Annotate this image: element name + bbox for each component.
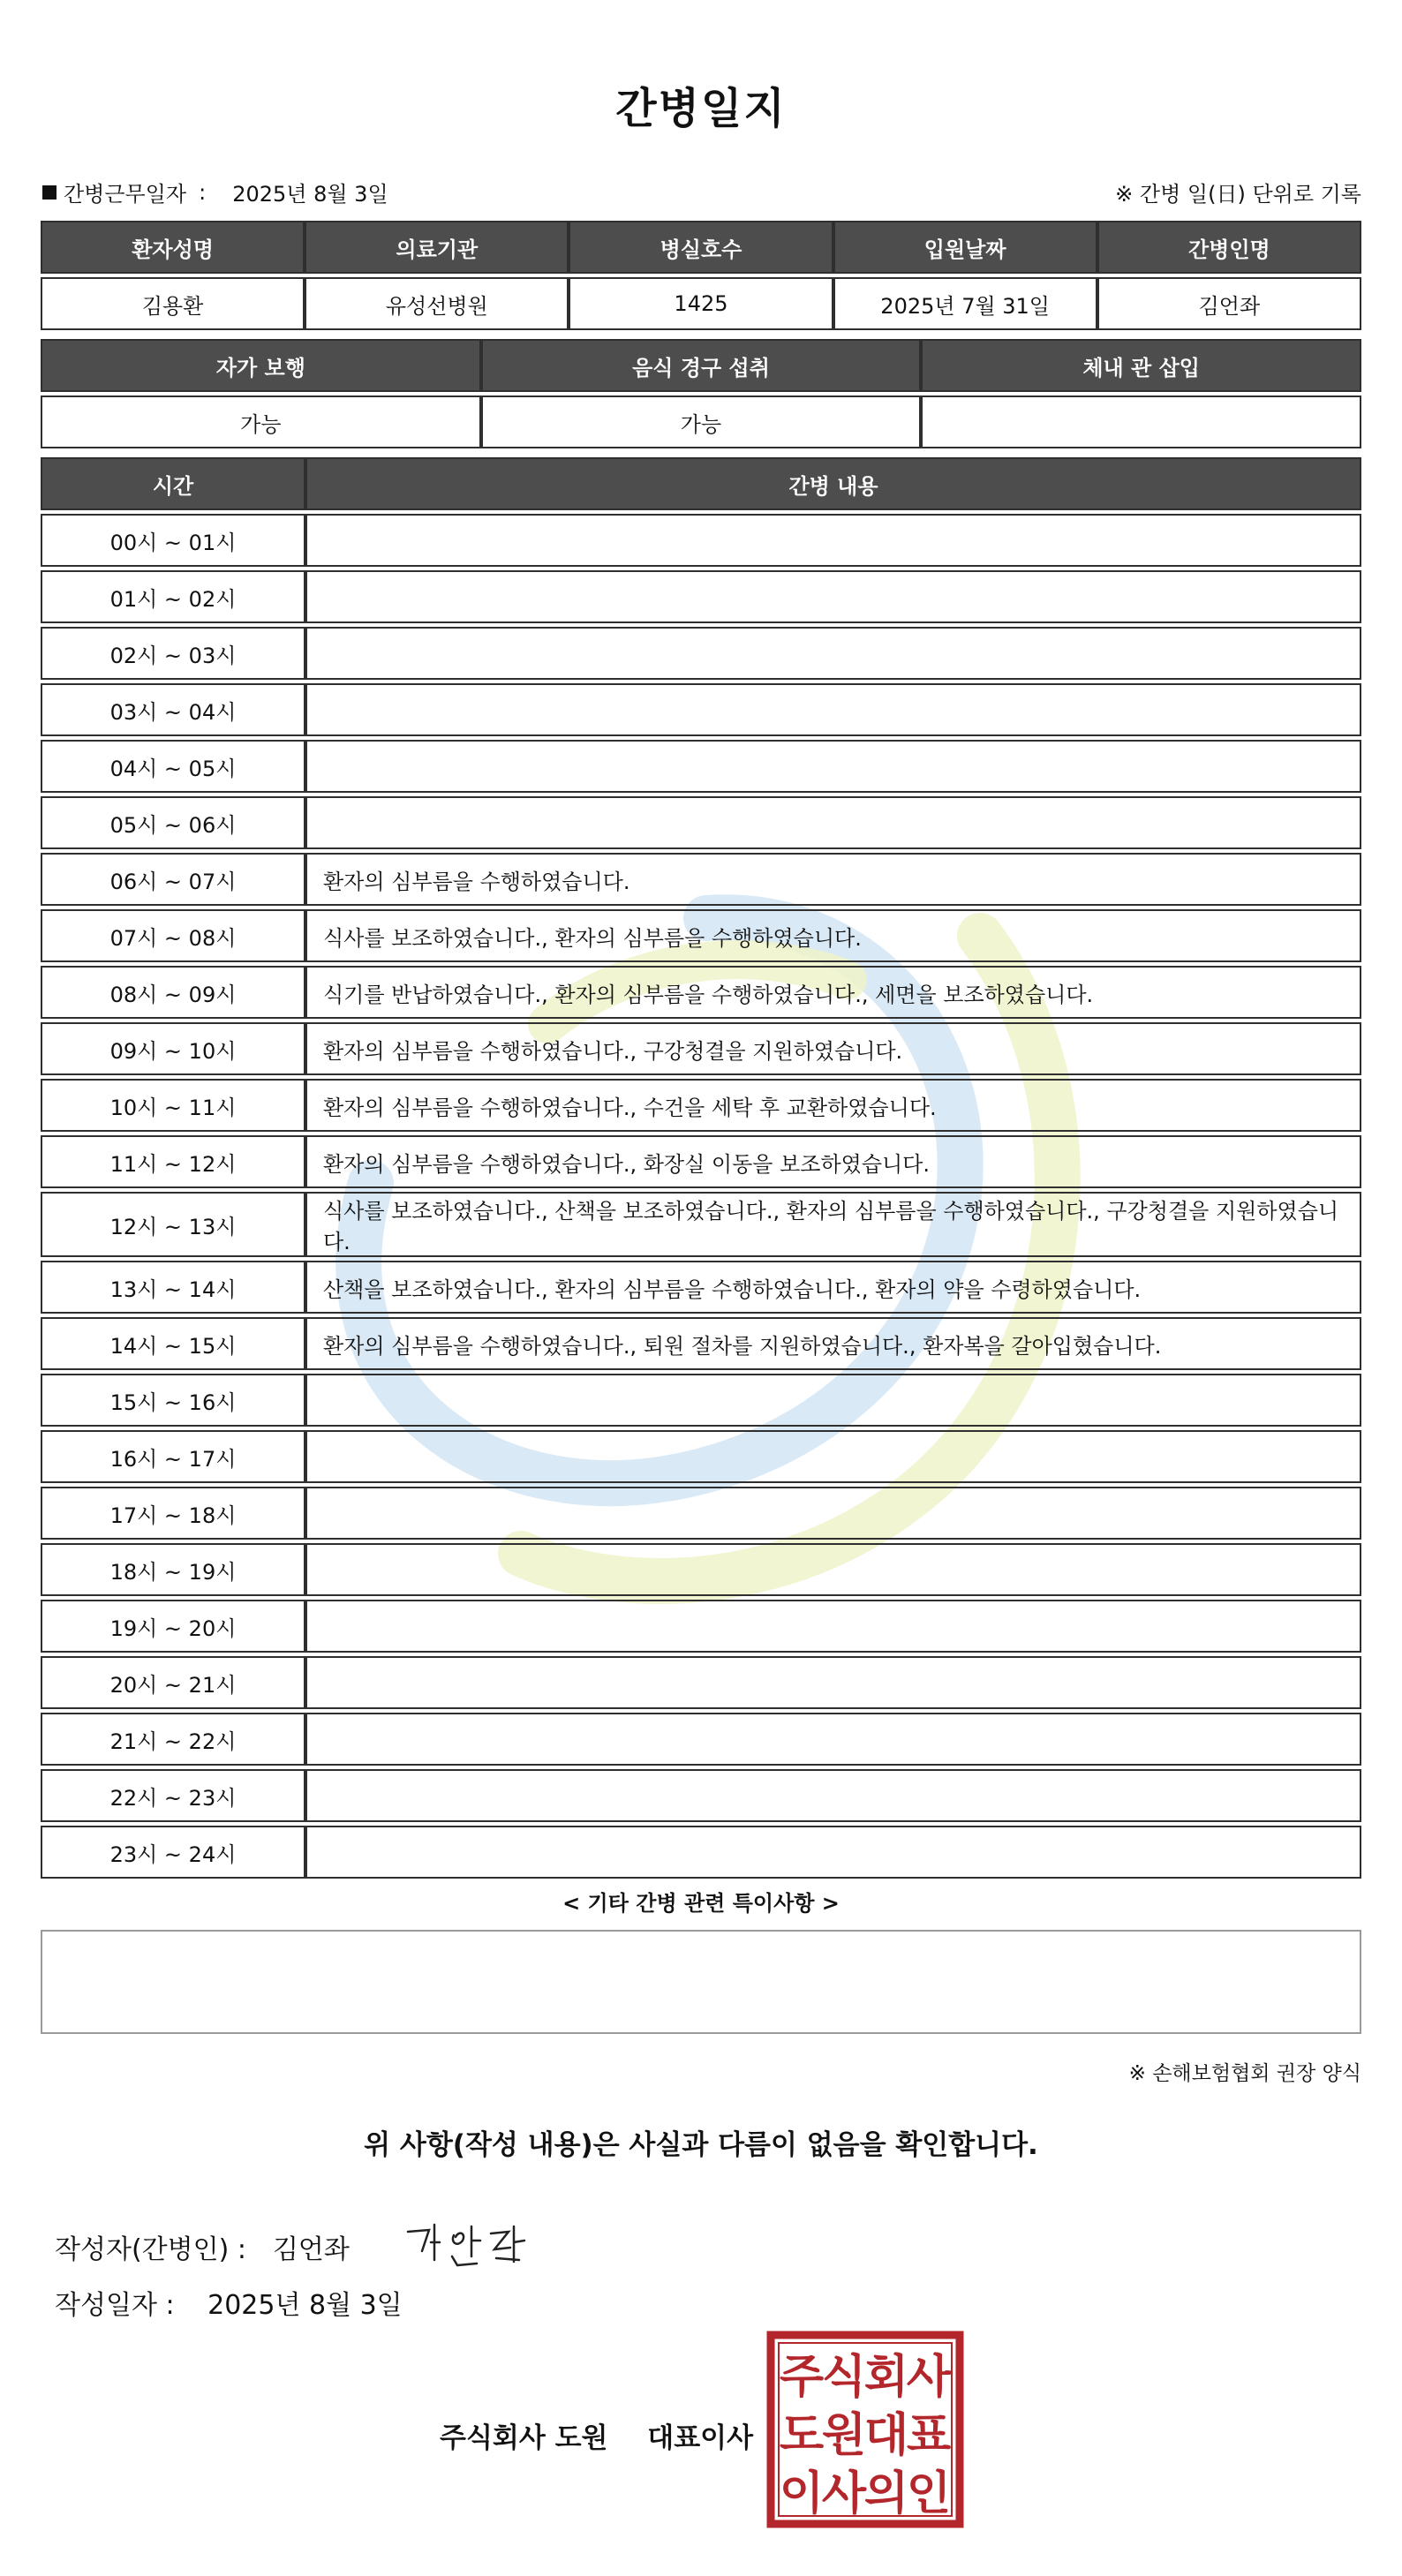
schedule-time: 03시 ~ 04시 <box>41 683 305 736</box>
schedule-time: 20시 ~ 21시 <box>41 1656 305 1709</box>
schedule-header-row <box>41 457 1361 510</box>
written-date-label: 작성일자 : <box>55 2290 175 2321</box>
header-time: 시간 <box>41 457 305 510</box>
schedule-time: 16시 ~ 17시 <box>41 1430 305 1483</box>
schedule-row <box>41 1192 1361 1257</box>
company-name: 주식회사 도원 <box>440 2422 608 2454</box>
patient-status-table <box>41 335 1361 452</box>
written-date-line <box>55 2283 403 2322</box>
status-header-row <box>41 339 1361 392</box>
schedule-content <box>305 627 1361 680</box>
work-date-label: 간병근무일자 <box>64 182 187 207</box>
seal-character: 이 <box>779 2467 825 2520</box>
schedule-time: 11시 ~ 12시 <box>41 1135 305 1188</box>
schedule-time: 18시 ~ 19시 <box>41 1543 305 1596</box>
schedule-time: 06시 ~ 07시 <box>41 853 305 906</box>
document-title: 간병일지 <box>615 84 787 133</box>
schedule-time: 13시 ~ 14시 <box>41 1261 305 1314</box>
schedule-content <box>305 1600 1361 1653</box>
schedule-time: 19시 ~ 20시 <box>41 1600 305 1653</box>
schedule-time: 22시 ~ 23시 <box>41 1769 305 1822</box>
work-date-value: 2025년 8월 3일 <box>232 182 388 207</box>
schedule-content: 환자의 심부름을 수행하였습니다., 화장실 이동을 보조하였습니다. <box>305 1135 1361 1188</box>
schedule-row <box>41 740 1361 793</box>
remarks-title: < 기타 간병 관련 특이사항 > <box>562 1891 840 1916</box>
schedule-row <box>41 1135 1361 1188</box>
schedule-row <box>41 1430 1361 1483</box>
schedule-content <box>305 514 1361 567</box>
schedule-row <box>41 1487 1361 1540</box>
work-date-separator: : <box>199 179 207 205</box>
header-self-walking: 자가 보행 <box>41 339 481 392</box>
seal-character: 인 <box>906 2467 952 2520</box>
writer-name: 김언좌 <box>272 2234 350 2265</box>
header-hospital: 의료기관 <box>305 221 569 274</box>
tube-insertion-value <box>921 395 1361 448</box>
schedule-content <box>305 1656 1361 1709</box>
schedule-time: 23시 ~ 24시 <box>41 1826 305 1879</box>
seal-character: 대 <box>863 2409 909 2462</box>
schedule-content <box>305 1769 1361 1822</box>
caregiver-name: 김언좌 <box>1097 277 1361 330</box>
company-seal-stamp <box>766 2331 964 2528</box>
care-schedule-table <box>41 454 1361 1882</box>
schedule-content: 식기를 반납하였습니다., 환자의 심부름을 수행하였습니다., 세면을 보조하였습니다. <box>305 966 1361 1019</box>
schedule-time: 02시 ~ 03시 <box>41 627 305 680</box>
schedule-row <box>41 909 1361 962</box>
schedule-content: 환자의 심부름을 수행하였습니다., 퇴원 절차를 지원하였습니다., 환자복을 갈아입혔습니다. <box>305 1317 1361 1370</box>
seal-character: 원 <box>821 2409 867 2462</box>
writer-label: 작성자(간병인) : <box>55 2234 246 2265</box>
schedule-time: 04시 ~ 05시 <box>41 740 305 793</box>
patient-header-row <box>41 221 1361 274</box>
schedule-content <box>305 740 1361 793</box>
schedule-time: 08시 ~ 09시 <box>41 966 305 1019</box>
schedule-row <box>41 853 1361 906</box>
header-care-content: 간병 내용 <box>305 457 1361 510</box>
written-date-value: 2025년 8월 3일 <box>207 2290 403 2321</box>
schedule-content <box>305 683 1361 736</box>
header-oral-intake: 음식 경구 섭취 <box>481 339 922 392</box>
header-admission-date: 입원날짜 <box>833 221 1097 274</box>
seal-character: 사 <box>821 2467 867 2520</box>
schedule-row <box>41 570 1361 623</box>
schedule-content <box>305 1430 1361 1483</box>
hospital-name: 유성선병원 <box>305 277 569 330</box>
schedule-row <box>41 1600 1361 1653</box>
schedule-row <box>41 1543 1361 1596</box>
header-tube-insertion: 체내 관 삽입 <box>921 339 1361 392</box>
schedule-content <box>305 796 1361 849</box>
schedule-row <box>41 1826 1361 1879</box>
schedule-content <box>305 1374 1361 1427</box>
schedule-time: 17시 ~ 18시 <box>41 1487 305 1540</box>
schedule-row <box>41 1317 1361 1370</box>
oral-intake-value: 가능 <box>481 395 922 448</box>
patient-name: 김용환 <box>41 277 305 330</box>
schedule-content <box>305 1487 1361 1540</box>
company-line <box>440 2415 753 2455</box>
work-date <box>42 177 388 207</box>
schedule-time: 05시 ~ 06시 <box>41 796 305 849</box>
schedule-time: 15시 ~ 16시 <box>41 1374 305 1427</box>
schedule-content: 산책을 보조하였습니다., 환자의 심부름을 수행하였습니다., 환자의 약을 수령하였습니다. <box>305 1261 1361 1314</box>
schedule-time: 09시 ~ 10시 <box>41 1022 305 1075</box>
schedule-content <box>305 570 1361 623</box>
seal-character: 도 <box>779 2409 825 2462</box>
form-source-note: ※ 손해보험협회 권장 양식 <box>1128 2062 1361 2085</box>
schedule-content: 식사를 보조하였습니다., 환자의 심부름을 수행하였습니다. <box>305 909 1361 962</box>
seal-character: 표 <box>906 2409 952 2462</box>
patient-value-row <box>41 277 1361 330</box>
header-patient-name: 환자성명 <box>41 221 305 274</box>
schedule-time: 14시 ~ 15시 <box>41 1317 305 1370</box>
seal-character: 식 <box>821 2351 867 2404</box>
status-value-row <box>41 395 1361 448</box>
schedule-row <box>41 1261 1361 1314</box>
seal-character: 주 <box>779 2351 825 2404</box>
schedule-row <box>41 1713 1361 1766</box>
schedule-content: 환자의 심부름을 수행하였습니다., 구강청결을 지원하였습니다. <box>305 1022 1361 1075</box>
representative-title: 대표이사 <box>647 2422 754 2454</box>
admission-date: 2025년 7월 31일 <box>833 277 1097 330</box>
confirmation-statement: 위 사항(작성 내용)은 사실과 다름이 없음을 확인합니다. <box>364 2129 1038 2161</box>
schedule-content: 환자의 심부름을 수행하였습니다., 수건을 세탁 후 교환하였습니다. <box>305 1079 1361 1132</box>
schedule-time: 07시 ~ 08시 <box>41 909 305 962</box>
schedule-row <box>41 1374 1361 1427</box>
header-caregiver-name: 간병인명 <box>1097 221 1361 274</box>
schedule-row <box>41 514 1361 567</box>
schedule-row <box>41 966 1361 1019</box>
patient-info-table <box>41 217 1361 334</box>
schedule-content <box>305 1543 1361 1596</box>
schedule-row <box>41 683 1361 736</box>
remarks-box <box>41 1930 1361 2034</box>
schedule-content <box>305 1826 1361 1879</box>
schedule-row <box>41 1769 1361 1822</box>
schedule-row <box>41 1656 1361 1709</box>
room-number: 1425 <box>569 277 833 330</box>
seal-character: 사 <box>906 2351 952 2404</box>
schedule-row <box>41 1022 1361 1075</box>
schedule-content: 식사를 보조하였습니다., 산책을 보조하였습니다., 환자의 심부름을 수행하였습니다., 구강청결을 지원하였습니다. <box>305 1192 1361 1257</box>
schedule-row <box>41 627 1361 680</box>
schedule-time: 12시 ~ 13시 <box>41 1192 305 1257</box>
daily-record-note: ※ 간병 일(日) 단위로 기록 <box>1115 182 1361 207</box>
schedule-row <box>41 796 1361 849</box>
schedule-time: 21시 ~ 22시 <box>41 1713 305 1766</box>
schedule-content <box>305 1713 1361 1766</box>
schedule-row <box>41 1079 1361 1132</box>
writer-line <box>55 2216 546 2278</box>
header-room-number: 병실호수 <box>569 221 833 274</box>
self-walking-value: 가능 <box>41 395 481 448</box>
schedule-time: 01시 ~ 02시 <box>41 570 305 623</box>
schedule-time: 00시 ~ 01시 <box>41 514 305 567</box>
schedule-time: 10시 ~ 11시 <box>41 1079 305 1132</box>
schedule-body <box>41 514 1361 1879</box>
schedule-content: 환자의 심부름을 수행하였습니다. <box>305 853 1361 906</box>
seal-character: 회 <box>863 2351 909 2404</box>
seal-character: 의 <box>863 2467 909 2520</box>
handwritten-signature <box>396 2216 546 2278</box>
square-bullet-icon <box>42 185 57 200</box>
